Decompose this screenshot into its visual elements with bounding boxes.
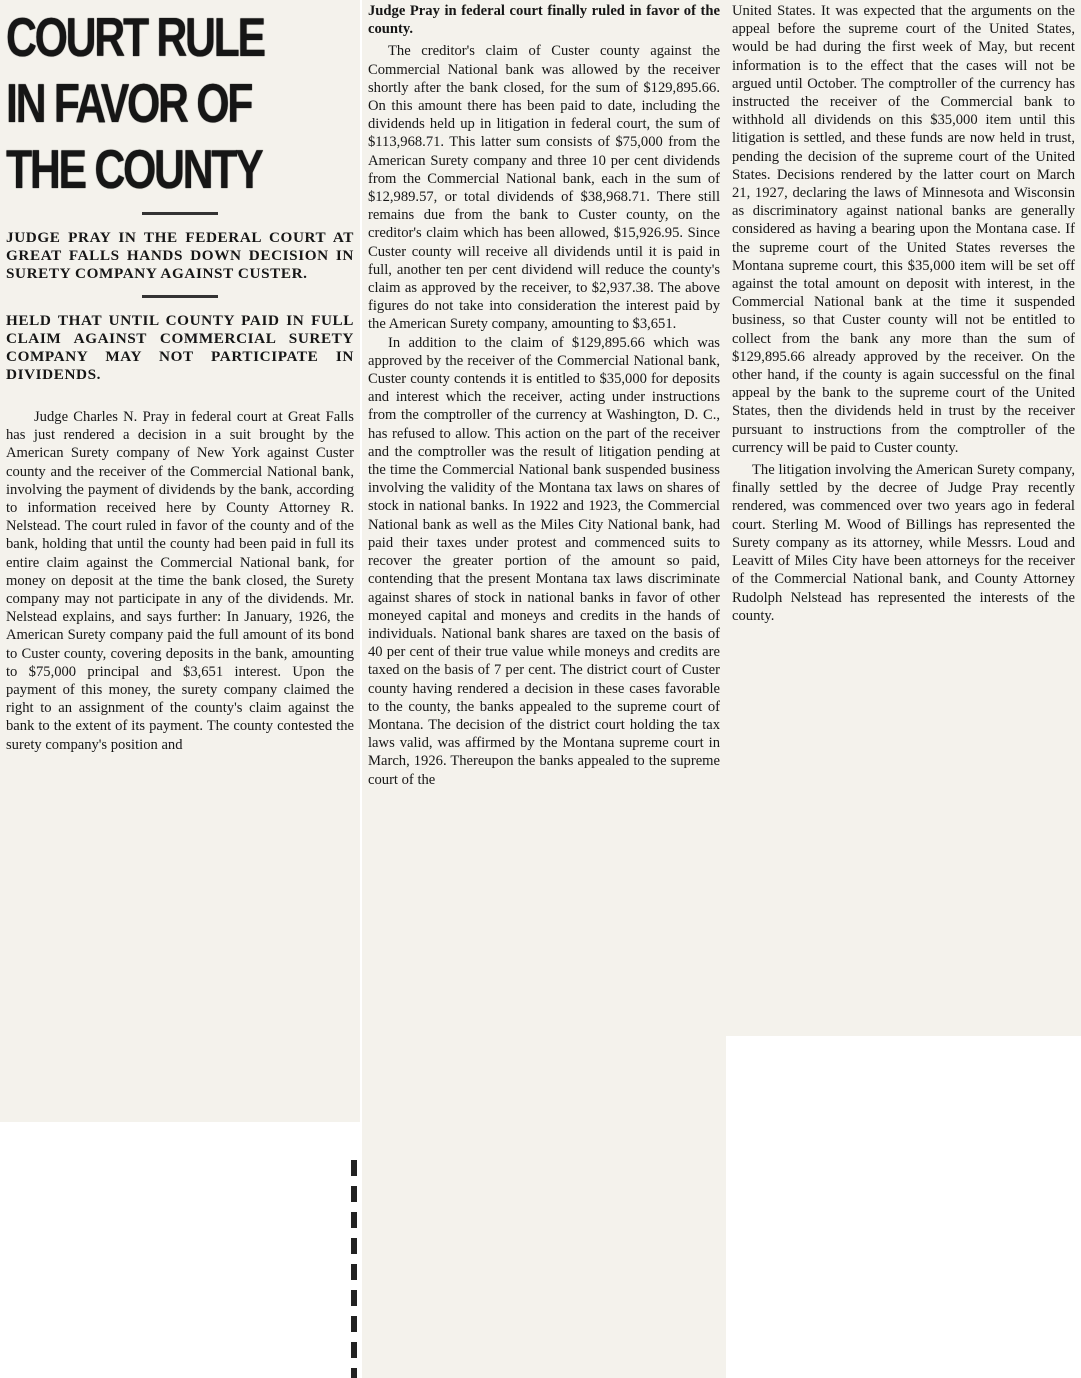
subhead-2: HELD THAT UNTIL COUNTY PAID IN FULL CLAIM AGAINST COMMERCIAL SURETY COMPANY MAY NOT PARTICIPATE IN DIVIDENDS.: [6, 312, 354, 383]
page-margin-marks: [351, 1160, 357, 1378]
divider-rule-2: [142, 295, 218, 298]
headline-line-1: COURT RULE: [6, 6, 264, 68]
article-paragraph-1: Judge Charles N. Pray in federal court at Great Falls has just rendered a decision in a suit brought by the American Surety company of New York against Custer county and the receiver of the Commercial National bank, involving the payment of dividends by the bank, according to information received here by County Attorney R. Nelstead. The court ruled in favor of the county and of the bank, holding that until the county had been paid in full its entire claim against the Commercial National bank, for money on deposit at the time the bank closed, the Surety company may not participate in any of the dividends. Mr. Nelstead explains, and says further: In January, 1926, the American Surety company paid the full amount of its bond to Custer county, covering deposits in the bank, amounting to $75,000 principal and $3,651 interest. Upon the payment of this money, the surety company claimed the right to an assignment of the county's claim against the bank to the extent of its payment. The county contested the surety company's position and: [6, 409, 354, 753]
headline-line-3: THE COUNTY: [6, 138, 262, 200]
subhead-1: JUDGE PRAY IN THE FEDERAL COURT AT GREAT FALLS HANDS DOWN DECISION IN SURETY COMPANY AGAINST CUSTER.: [6, 229, 354, 282]
divider-rule-1: [142, 212, 218, 215]
column-1: [0, 0, 360, 1122]
article-paragraph-4: In addition to the claim of $129,895.66 which was approved by the receiver of the Commercial National bank, Custer county contends it is entitled to $35,000 for deposits and interest which the receiver, acting under instructions from the comptroller of the currency at Washington, D. C., has refused to allow. This action on the part of the receiver and the comptroller was the result of litigation pending at the time the Commercial National bank suspended business involving the validity of the Montana tax laws on shares of stock in national banks. In 1922 and 1923, the Commercial National bank as well as the Miles City National bank, had paid their taxes under protest and commenced suits to recover the greater portion of the amount so paid, contending that the present Montana tax laws discriminate against shares of stock in national banks in favor of other moneyed capital and moneys and credits in the hands of individuals. National bank shares are taxed on the basis of 40 per cent of their true value while moneys and credits are taxed on the basis of 7 per cent. The district court of Custer county having rendered a decision in these cases favorable to the county, the banks appealed to the supreme court of Montana. The decision of the district court holding the tax laws valid, was affirmed by the Montana supreme court in March, 1926. Thereupon the banks appealed to the supreme court of the: [368, 334, 720, 788]
column-3: [726, 0, 1081, 1036]
headline-line-2: IN FAVOR OF: [6, 72, 252, 134]
column-2: [362, 0, 726, 1378]
article-paragraph-2: Judge Pray in federal court finally ruled in favor of the county.: [368, 3, 720, 38]
article-paragraph-6: The litigation involving the American Surety company, finally settled by the decree of Judge Pray recently rendered, was commenced over two years ago in federal court. Sterling M. Wood of Billings has represented the Surety company as its attorney, while Messrs. Loud and Leavitt of Miles City have been attorneys for the receiver of the Commercial National bank, and County Attorney Rudolph Nelstead has represented the interests of the county.: [732, 462, 1075, 624]
headline: [6, 4, 349, 202]
article-paragraph-3: The creditor's claim of Custer county against the Commercial National bank was allowed by the receiver shortly after the bank closed, for the sum of $129,895.66. On this amount there has been paid to date, including the dividends held up in litigation in federal court, the sum of $113,968.71. This latter sum consists of $75,000 from the American Surety company and three 10 per cent dividends from the Commercial National bank, each in the sum of $12,989.57, or total dividends of $38,968.71. There still remains due from the bank to Custer county, on the creditor's claim which has been allowed, $15,926.95. Since Custer county will receive all dividends until it is paid in full, another ten per cent dividend will reduce the county's claim as approved by the receiver, to $2,937.38. The above figures do not take into consideration the interest paid by the American Surety company, amounting to $3,651.: [368, 43, 720, 333]
article-paragraph-5: United States. It was expected that the arguments on the appeal before the supreme court of the United States, would be had during the first week of May, but recent information is to the effect that the cases will not be argued until October. The comptroller of the currency has instructed the receiver of the Commercial bank to withhold all dividends on this $35,000 item until this litigation is settled, and these funds are now held in trust, pending the decision of the supreme court of the United States. Decisions rendered by the latter court on March 21, 1927, declaring the laws of Minnesota and Wisconsin as discriminatory against national banks are generally considered as having a bearing upon the Montana case. If the supreme court of the United States reverses the Montana supreme court, this $35,000 item will be set off against the total amount on deposit with interest, in the Commercial National bank at the time it suspended business, so that Custer county will not be entitled to collect from the bank any more than the sum of $129,895.66 already approved by the receiver. On the other hand, if the county is again successful on the final appeal by the bank to the supreme court of the United States, then the dividends held in trust by the receiver pursuant to instructions from the comptroller of the currency will be paid to Custer county.: [732, 3, 1075, 456]
